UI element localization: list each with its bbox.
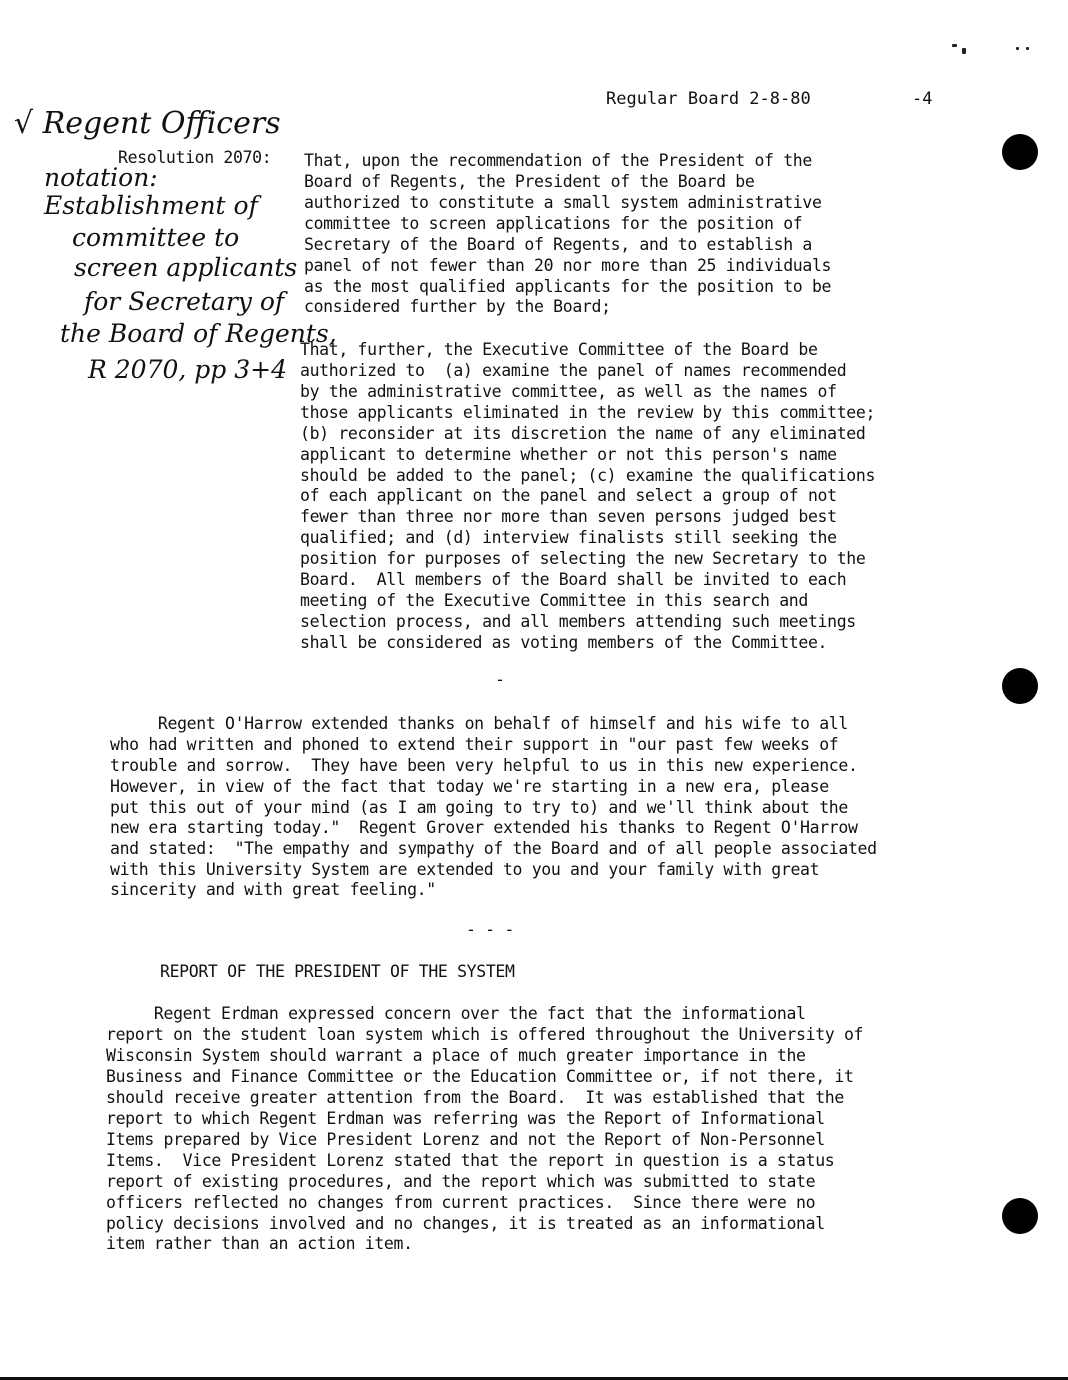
binder-hole xyxy=(1002,668,1038,704)
binder-hole xyxy=(1002,134,1038,170)
handwritten-note-line: for Secretary of xyxy=(84,287,285,316)
text-line: Board of Regents, the President of the Board be xyxy=(304,172,755,191)
text-line: However, in view of the fact that today we're starting in a new era, please xyxy=(110,777,829,796)
text-line: report to which Regent Erdman was referring was the Report of Informational xyxy=(106,1109,825,1128)
text-line: meeting of the Executive Committee in this search and xyxy=(300,591,808,610)
handwritten-note-line: R 2070, pp 3+4 xyxy=(88,355,287,384)
text-line: Wisconsin System should warrant a place of much greater importance in the xyxy=(106,1046,806,1065)
text-line: qualified; and (d) interview finalists still seeking the xyxy=(300,528,837,547)
text-line: That, upon the recommendation of the President of the xyxy=(304,151,812,170)
text-line: considered further by the Board; xyxy=(304,297,611,316)
section-heading: REPORT OF THE PRESIDENT OF THE SYSTEM xyxy=(160,962,515,981)
handwritten-note-line: notation: xyxy=(44,163,158,192)
text-line: report on the student loan system which is offered throughout the University of xyxy=(106,1025,864,1044)
text-line: report of existing procedures, and the report which was submitted to state xyxy=(106,1172,816,1191)
text-line: trouble and sorrow. They have been very helpful to us in this new experience. xyxy=(110,756,858,775)
binder-hole xyxy=(1002,1198,1038,1234)
text-line: new era starting today." Regent Grover extended his thanks to Regent O'Harrow xyxy=(110,818,858,837)
text-line: policy decisions involved and no changes, it is treated as an informational xyxy=(106,1214,825,1233)
text-line: sincerity and with great feeling." xyxy=(110,880,436,899)
text-line: panel of not fewer than 20 nor more than 25 individuals xyxy=(304,256,832,275)
text-line: Business and Finance Committee or the Education Committee or, if not there, it xyxy=(106,1067,854,1086)
text-line: should receive greater attention from the Board. It was established that the xyxy=(106,1088,844,1107)
handwritten-note-regent-officers: √ Regent Officers xyxy=(14,106,281,141)
text-line: put this out of your mind (as I am going to try to) and we'll think about the xyxy=(110,798,848,817)
text-line: Regent Erdman expressed concern over the fact that the informational xyxy=(106,1004,806,1023)
text-line: authorized to constitute a small system administrative xyxy=(304,193,822,212)
text-line: Regent O'Harrow extended thanks on behalf of himself and his wife to all xyxy=(110,714,848,733)
text-line: by the administrative committee, as well as the names of xyxy=(300,382,837,401)
text-line: with this University System are extended to you and your family with great xyxy=(110,860,820,879)
text-line: authorized to (a) examine the panel of names recommended xyxy=(300,361,847,380)
separator-dash: - xyxy=(495,670,505,689)
text-line: Board. All members of the Board shall be invited to each xyxy=(300,570,847,589)
scan-speck xyxy=(952,44,957,47)
handwritten-note-line: screen applicants xyxy=(74,253,298,282)
text-line: Items prepared by Vice President Lorenz and not the Report of Non-Personnel xyxy=(106,1130,825,1149)
text-line: those applicants eliminated in the review by this committee; xyxy=(300,403,876,422)
resolution-label: Resolution 2070: xyxy=(118,148,272,167)
text-line: shall be considered as voting members of the Committee. xyxy=(300,633,828,652)
text-line: and stated: "The empathy and sympathy of the Board and of all people associated xyxy=(110,839,877,858)
text-line: as the most qualified applicants for the position to be xyxy=(304,277,832,296)
text-line: officers reflected no changes from current practices. Since there were no xyxy=(106,1193,816,1212)
scan-speck xyxy=(1026,47,1029,50)
text-line: Items. Vice President Lorenz stated that the report in question is a status xyxy=(106,1151,835,1170)
text-line: committee to screen applications for the position of xyxy=(304,214,803,233)
scan-speck xyxy=(1016,47,1019,50)
text-line: fewer than three nor more than seven persons judged best xyxy=(300,507,837,526)
handwritten-note-line: the Board of Regents, xyxy=(60,319,337,348)
handwritten-note-line: Establishment of xyxy=(44,191,258,220)
handwritten-note-line: committee to xyxy=(72,223,240,252)
text-line: selection process, and all members attending such meetings xyxy=(300,612,856,631)
section-separator: - - - xyxy=(466,920,514,939)
text-line: Secretary of the Board of Regents, and to establish a xyxy=(304,235,812,254)
text-line: should be added to the panel; (c) examine the qualifications xyxy=(300,466,876,485)
page-number: -4 xyxy=(912,89,933,109)
page-header-title: Regular Board 2-8-80 xyxy=(606,89,811,109)
text-line: item rather than an action item. xyxy=(106,1234,413,1253)
text-line: of each applicant on the panel and select a group of not xyxy=(300,486,837,505)
text-line: (b) reconsider at its discretion the name of any eliminated xyxy=(300,424,866,443)
text-line: who had written and phoned to extend their support in "our past few weeks of xyxy=(110,735,839,754)
scan-speck xyxy=(962,48,966,54)
text-line: position for purposes of selecting the new Secretary to the xyxy=(300,549,866,568)
text-line: That, further, the Executive Committee of the Board be xyxy=(300,340,818,359)
text-line: applicant to determine whether or not this person's name xyxy=(300,445,837,464)
